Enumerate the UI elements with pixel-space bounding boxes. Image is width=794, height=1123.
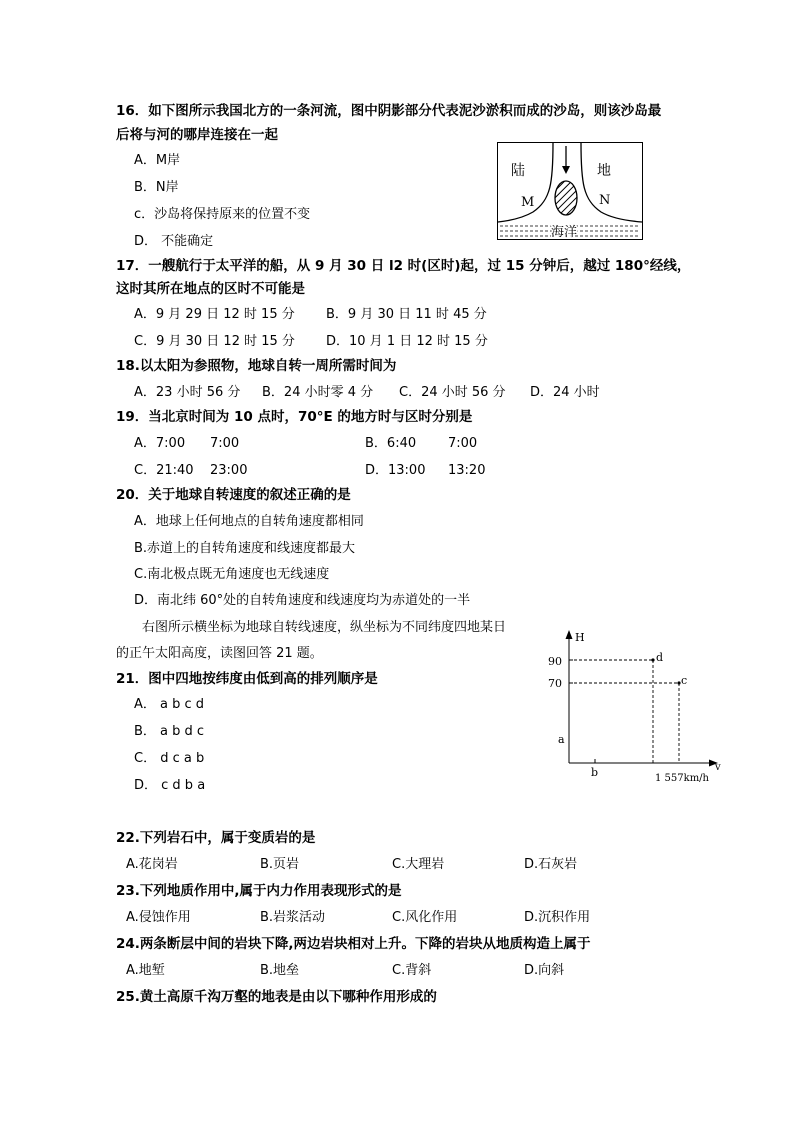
river-sandbar-figure (497, 142, 643, 240)
q18-stem: 18.以太阳为参照物，地球自转一周所需时间为 (116, 358, 397, 374)
q23-option-b: B.岩浆活动 (260, 910, 326, 925)
y-axis-arrow (566, 630, 573, 639)
bank-m-label: M (521, 195, 535, 210)
q21-option-c: C． d c a b (134, 751, 205, 766)
q17-option-b: B．9 月 30 日 11 时 45 分 (326, 307, 487, 322)
q18-option-c: C．24 小时 56 分 (399, 385, 506, 400)
q19-option-d-label: D．13:00 (365, 463, 426, 478)
q21-option-d: D． c d b a (134, 778, 206, 793)
q22-option-a: A.花岗岩 (126, 857, 178, 872)
q19-stem: 19．当北京时间为 10 点时，70°E 的地方时与区时分别是 (116, 409, 473, 425)
q16-stem-line2: 后将与河的哪岸连接在一起 (116, 127, 278, 143)
q18-option-d: D．24 小时 (530, 385, 600, 400)
q23-stem: 23.下列地质作用中,属于内力作用表现形式的是 (116, 883, 402, 899)
q23-option-d: D.沉积作用 (524, 910, 591, 925)
q17-option-d: D．10 月 1 日 12 时 15 分 (326, 334, 488, 349)
q19-option-c-value: 23:00 (210, 463, 248, 478)
q24-option-a: A.地堑 (126, 963, 165, 978)
q25-stem: 25.黄土高原千沟万壑的地表是由以下哪种作用形成的 (116, 989, 437, 1005)
land-left-label: 陆 (511, 163, 525, 179)
q22-option-d: D.石灰岩 (524, 857, 578, 872)
q24-option-d: D.向斜 (524, 963, 565, 978)
q19-option-d-value: 13:20 (448, 463, 486, 478)
q24-stem: 24.两条断层中间的岩块下降,两边岩块相对上升。下降的岩块从地质构造上属于 (116, 936, 591, 952)
y-tick-90: 90 (548, 655, 562, 668)
point-b-label: b (591, 766, 599, 779)
q19-option-b-label: B．6:40 (365, 436, 417, 451)
x-axis-label: v (715, 762, 721, 773)
q16-option-a: A．M岸 (134, 153, 181, 168)
q23-option-c: C.风化作用 (392, 910, 458, 925)
q17-stem-line1: 17．一艘航行于太平洋的船，从 9 月 30 日 l2 时(区时)起，过 15 分钟后，越过 180°经线， (116, 258, 691, 274)
y-axis-label: H (575, 631, 585, 644)
q19-option-c-label: C．21:40 (134, 463, 194, 478)
q17-stem-line2: 这时其所在地点的区时不可能是 (116, 281, 305, 297)
sea-label: 海洋 (551, 225, 578, 240)
q20-option-d: D．南北纬 60°处的自转角速度和线速度均为赤道处的一半 (134, 593, 471, 608)
q18-option-b: B．24 小时零 4 分 (262, 385, 374, 400)
q16-option-b: B．N岸 (134, 180, 179, 195)
land-right-label: 地 (597, 163, 611, 179)
sandbar (555, 181, 577, 215)
x-tick-1557: 1 557km/h (655, 773, 709, 784)
y-tick-70: 70 (548, 677, 562, 690)
q20-option-a: A．地球上任何地点的自转角速度都相同 (134, 514, 364, 529)
point-d (651, 658, 654, 661)
q20-stem: 20．关于地球自转速度的叙述正确的是 (116, 487, 351, 503)
q20-option-c: C.南北极点既无角速度也无线速度 (134, 567, 330, 582)
point-d-label: d (656, 651, 664, 664)
bank-n-label: N (599, 193, 611, 208)
q18-option-a: A．23 小时 56 分 (134, 385, 241, 400)
q17-option-a: A．9 月 29 日 12 时 15 分 (134, 307, 295, 322)
q22-option-b: B.页岩 (260, 857, 300, 872)
q17-option-c: C．9 月 30 日 12 时 15 分 (134, 334, 295, 349)
q21-intro-line2: 的正午太阳高度，读图回答 21 题。 (116, 646, 323, 661)
q20-option-b: B.赤道上的自转角速度和线速度都最大 (134, 541, 356, 556)
q21-option-a: A． a b c d (134, 697, 205, 712)
q21-intro-line1: 右图所示横坐标为地球自转线速度，纵坐标为不同纬度四地某日 (142, 620, 507, 635)
q24-option-b: B.地垒 (260, 963, 300, 978)
q16-stem-line1: 16．如下图所示我国北方的一条河流，图中阴影部分代表泥沙淤积而成的沙岛，则该沙岛最 (116, 103, 662, 119)
point-a-label: a (558, 733, 565, 746)
q19-option-a-label: A．7:00 (134, 436, 186, 451)
q24-option-c: C.背斜 (392, 963, 432, 978)
q22-option-c: C.大理岩 (392, 857, 445, 872)
q19-option-b-value: 7:00 (448, 436, 478, 451)
latitude-speed-chart (545, 625, 725, 785)
q19-option-a-value: 7:00 (210, 436, 240, 451)
q21-option-b: B． a b d c (134, 724, 205, 739)
q21-stem: 21．图中四地按纬度由低到高的排列顺序是 (116, 671, 378, 687)
q22-stem: 22.下列岩石中，属于变质岩的是 (116, 830, 316, 846)
q23-option-a: A.侵蚀作用 (126, 910, 191, 925)
q16-option-c: c．沙岛将保持原来的位置不变 (134, 207, 311, 222)
q16-option-d: D． 不能确定 (134, 234, 214, 249)
point-c-label: c (681, 674, 688, 687)
